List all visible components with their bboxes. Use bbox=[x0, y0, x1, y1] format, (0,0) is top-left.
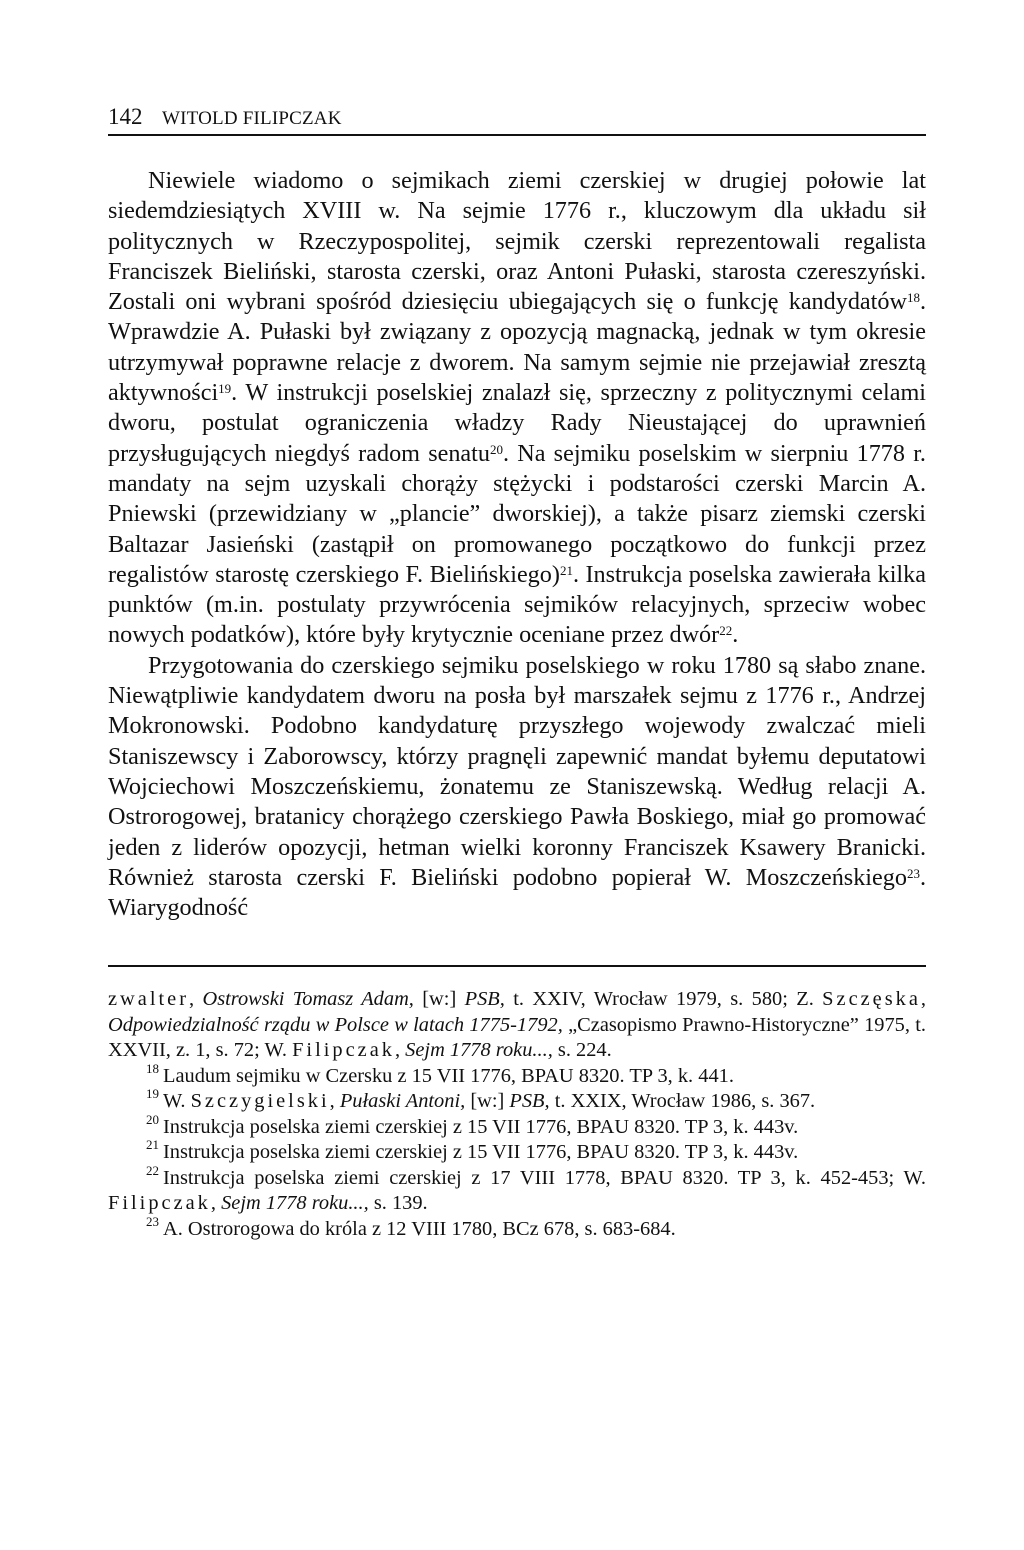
footnote-number: 20 bbox=[146, 1111, 159, 1127]
title-italic: Pułaski Antoni, bbox=[339, 1090, 466, 1113]
footnote-text: Instrukcja poselska ziemi czerskiej z 15 VII 1776, BPAU 8320. TP 3, k. 443v. bbox=[163, 1115, 799, 1138]
author-name: Filipczak bbox=[292, 1039, 395, 1062]
text-run: Niewiele wiadomo o sejmikach ziemi czerskiej w drugiej połowie lat siedemdziesiątych XVIII w. Na sejmie 1776 r., kluczowym dla układu sił politycznych w Rzeczypospolitej, sejmik czerski reprezentowali regalista Franciszek Bieliński, starosta czerski, oraz Antoni Pułaski, starosta czereszyński. Zostali oni wybrani spośród dziesięciu ubiegających się o funkcję kandydatów bbox=[108, 167, 926, 316]
title-italic: PSB, bbox=[464, 988, 505, 1011]
footnote-number: 21 bbox=[146, 1137, 159, 1153]
text-run: . Instrukcja poselska zawierała kilka punktów (m.in. postulaty przywrócenia sejmików relacyjnych, sprzeciw wobec nowych podatków), które były krytycznie oceniane przez dwór bbox=[108, 560, 926, 649]
footnote-23 bbox=[108, 1213, 926, 1243]
main-text bbox=[108, 166, 926, 923]
footnote-20 bbox=[108, 1111, 926, 1141]
text-run: , bbox=[920, 988, 927, 1011]
footnote-19 bbox=[108, 1086, 926, 1115]
author-name: Filipczak bbox=[108, 1192, 211, 1215]
title-italic: Sejm 1778 roku..., bbox=[405, 1039, 553, 1062]
title-italic: Sejm 1778 roku..., bbox=[221, 1192, 369, 1215]
text-run: , bbox=[189, 988, 203, 1011]
footnote-reference-20[interactable]: 20 bbox=[489, 441, 503, 457]
text-run: . Wprawdzie A. Pułaski był związany z opozycją magnacką, jednak w tym okresie utrzymywał poprawne relacje z dworem. Na samym sejmie nie przejawiał zresztą aktywności bbox=[108, 288, 926, 407]
footnote-reference-23[interactable]: 23 bbox=[906, 865, 920, 881]
text-run: . Na sejmiku poselskim w sierpniu 1778 r. mandaty na sejm uzyskali chorąży stężycki i podstarości czerski Marcin A. Pniewski (przewidziany w „plancie” dworskiej), a także pisarz ziemski czerski Baltazar Jasieński (zastąpił on promowanego początkowo do funkcji przez regalistów starostę czerskiego F. Bielińskiego) bbox=[108, 439, 926, 588]
footnotes bbox=[108, 987, 926, 1242]
text-run: s. 139. bbox=[368, 1192, 428, 1215]
footnote-text: A. Ostrorogowa do króla z 12 VIII 1780, BCz 678, s. 683-684. bbox=[163, 1217, 676, 1240]
text-run: t. XXIV, Wrocław 1979, s. 580; Z. bbox=[504, 988, 823, 1011]
title-italic: PSB, bbox=[509, 1090, 550, 1113]
page-number: 142 bbox=[108, 104, 143, 129]
text-run: , bbox=[329, 1090, 340, 1113]
paragraph-1 bbox=[108, 166, 926, 651]
author-name: Szczygielski bbox=[190, 1090, 330, 1113]
footnote-reference-22[interactable]: 22 bbox=[719, 623, 733, 639]
text-run: Instrukcja poselska ziemi czerskiej z 17 VIII 1778, BPAU 8320. TP 3, k. 452-453; W. bbox=[163, 1166, 926, 1189]
author-name: zwalter bbox=[108, 988, 189, 1011]
text-run: [w:] bbox=[465, 1090, 510, 1113]
footnote-number: 19 bbox=[146, 1086, 159, 1102]
text-run: „Czasopismo Prawno-Historyczne” 1975, t. XXVII, z. 1, s. 72; W. bbox=[108, 1013, 927, 1062]
text-run: t. XXIX, Wrocław 1986, s. 367. bbox=[549, 1090, 816, 1113]
footnote-reference-19[interactable]: 19 bbox=[218, 381, 232, 397]
footnote-22 bbox=[108, 1162, 926, 1217]
footnote-text: Instrukcja poselska ziemi czerskiej z 15 VII 1776, BPAU 8320. TP 3, k. 443v. bbox=[163, 1141, 799, 1164]
footnote-number: 18 bbox=[146, 1060, 159, 1076]
footnote-18 bbox=[108, 1060, 926, 1090]
footnote-reference-18[interactable]: 18 bbox=[906, 290, 920, 306]
footnote-number: 22 bbox=[146, 1162, 159, 1178]
text-run: . W instrukcji poselskiej znalazł się, sprzeczny z politycznymi celami dworu, postulat ograniczenia władzy Rady Nieustającej do uprawnień przysługujących niegdyś radom senatu bbox=[108, 379, 926, 467]
footnote-number: 23 bbox=[146, 1213, 159, 1229]
paragraph-2 bbox=[108, 651, 926, 924]
text-run: , bbox=[210, 1192, 222, 1215]
title-italic: Ostrowski Tomasz Adam, bbox=[202, 988, 414, 1011]
footnote-21 bbox=[108, 1137, 926, 1166]
running-header bbox=[108, 100, 926, 136]
text-run: Przygotowania do czerskiego sejmiku poselskiego w roku 1780 są słabo znane. Niewątpliwie kandydatem dworu na posła był marszałek sejmu z 1776 r., Andrzej Mokronowski. Podobno kandydaturę przyszłego wojewody zwalczać mieli Staniszewscy i Zaborowscy, którzy pragnęli zapewnić mandat byłemu deputatowi Wojciechowi Moszczeńskiemu, żonatemu ze Staniszewską. Według relacji A. Ostrorogowej, bratanicy chorążego czerskiego Pawła Boskiego, miał go promować jeden z liderów opozycji, hetman wielki koronny Franciszek Ksawery Branicki. Również starosta czerski F. Bieliński podobno popierał W. Moszczeńskiego bbox=[108, 651, 926, 891]
running-title: WITOLD FILIPCZAK bbox=[162, 108, 342, 129]
footnote-17-continuation bbox=[108, 987, 926, 1064]
text-run: . Wiarygodność bbox=[108, 863, 926, 922]
text-run: , bbox=[394, 1039, 406, 1062]
text-run: . bbox=[732, 621, 739, 649]
footnote-text: Laudum sejmiku w Czersku z 15 VII 1776, BPAU 8320. TP 3, k. 441. bbox=[163, 1064, 734, 1087]
document-page bbox=[108, 100, 926, 1242]
footnote-separator bbox=[108, 965, 926, 967]
text-run: W. bbox=[163, 1090, 191, 1113]
text-run: [w:] bbox=[413, 988, 465, 1011]
text-run: s. 224. bbox=[552, 1039, 612, 1062]
footnote-reference-21[interactable]: 21 bbox=[559, 562, 573, 578]
author-name: Szczęska bbox=[822, 988, 921, 1011]
title-italic: Odpowiedzialność rządu w Polsce w latach 1775-1792, bbox=[108, 1013, 563, 1036]
